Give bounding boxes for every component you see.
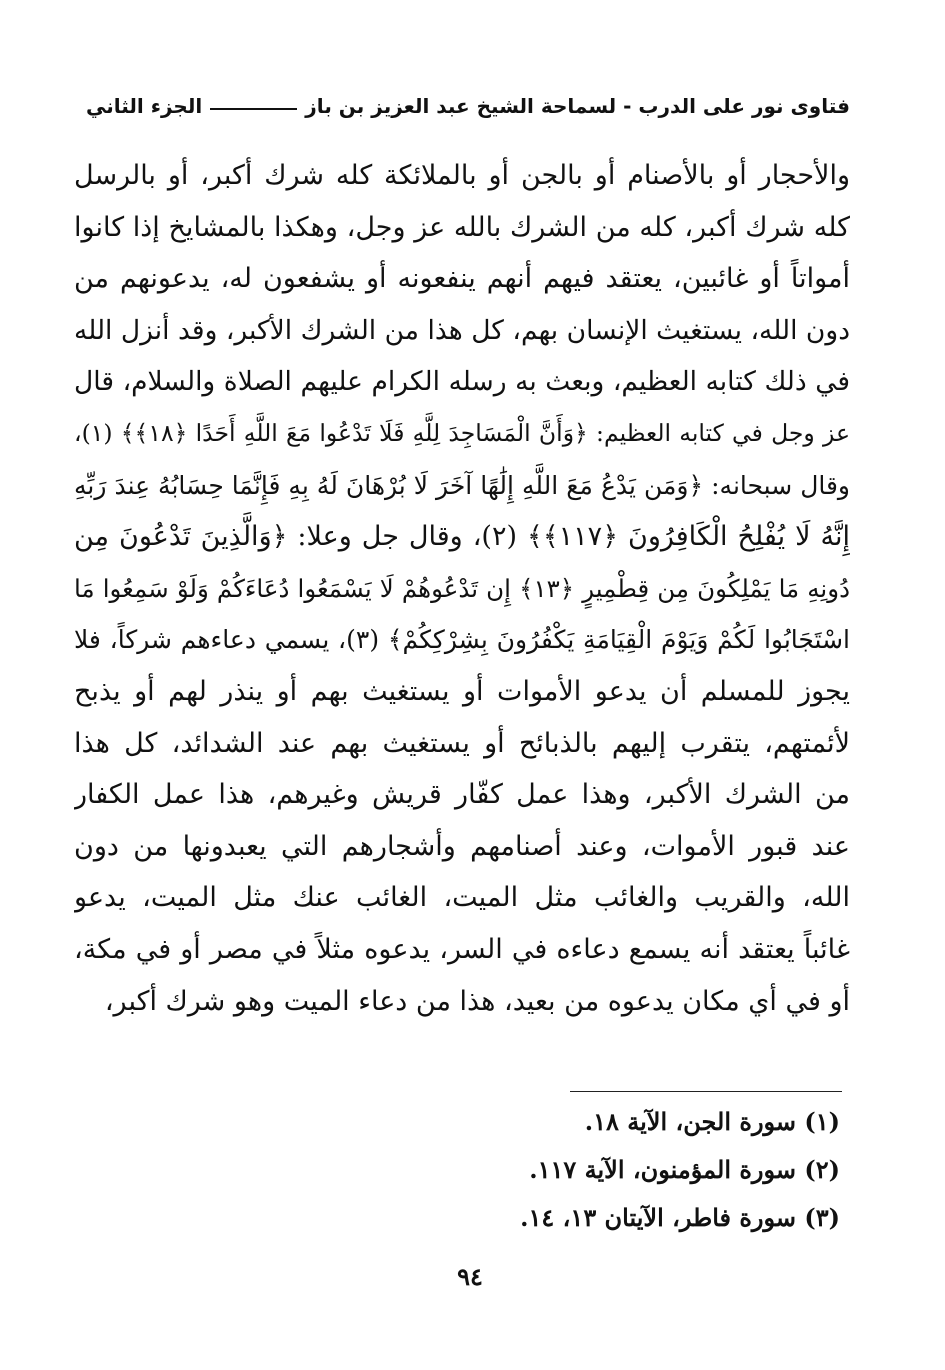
text-line: عند قبور الأموات، وعند أصنامهم وأشجارهم التي يعبدونها من دون bbox=[74, 830, 850, 862]
header-rule bbox=[210, 108, 297, 110]
text-line: من الشرك الأكبر، وهذا عمل كفّار قريش وغيرهم، هذا عمل الكفار bbox=[74, 779, 850, 811]
text-line: دون الله، يستغيث الإنسان بهم، كل هذا من الشرك الأكبر، وقد أنزل الله bbox=[74, 314, 850, 346]
text-line-quran: اسْتَجَابُوا لَكُمْ وَيَوْمَ الْقِيَامَةِ يَكْفُرُونَ بِشِرْكِكُمْ﴾ (٣)، يسمي دعاءهم شركاً، فلا bbox=[74, 625, 850, 655]
text-line: غائباً يعتقد أنه يسمع دعاءه في السر، يدعوه مثلاً في مصر أو في مكة، bbox=[74, 933, 850, 965]
text-line-quran: دُونِهِ مَا يَمْلِكُونَ مِن قِطْمِيرٍ ﴿١٣﴾ إِن تَدْعُوهُمْ لَا يَسْمَعُوا دُعَاءَكُمْ وَلَوْ سَمِعُوا مَا bbox=[74, 573, 850, 603]
text-line-quran: إِنَّهُ لَا يُفْلِحُ الْكَافِرُونَ ﴿١١٧﴾﴾ (٢)، وقال جل وعلا: ﴿وَالَّذِينَ تَدْعُونَ مِن bbox=[74, 521, 850, 553]
text-line: لأئمتهم، يتقرب إليهم بالذبائح أو يستغيث بهم عند الشدائد، كل هذا bbox=[74, 727, 850, 759]
text-line: يجوز للمسلم أن يدعو الأموات أو يستغيث بهم أو ينذر لهم أو يذبح bbox=[74, 675, 850, 707]
text-line-quran: عز وجل في كتابه العظيم: ﴿وَأَنَّ الْمَسَاجِدَ لِلَّهِ فَلَا تَدْعُوا مَعَ اللَّهِ أَحَدًا ﴿١٨﴾﴾ (١)، bbox=[74, 418, 850, 447]
page-number: ٩٤ bbox=[457, 1262, 483, 1291]
text-line-quran: وقال سبحانه: ﴿وَمَن يَدْعُ مَعَ اللَّهِ إِلَٰهًا آخَرَ لَا بُرْهَانَ لَهُ بِهِ فَإِنَّمَا حِسَابُهُ عِندَ رَبِّهِ bbox=[74, 470, 850, 500]
text-line: أو في أي مكان يدعوه من بعيد، هذا من دعاء الميت وهو شرك أكبر، bbox=[104, 985, 850, 1017]
text-line: كله شرك أكبر، كله من الشرك بالله عز وجل، وهكذا بالمشايخ إذا كانوا bbox=[74, 211, 850, 243]
text-line: أمواتاً أو غائبين، يعتقد فيهم أنهم ينفعونه أو يشفعون له، يدعونهم من bbox=[74, 263, 850, 295]
text-line: والأحجار أو بالأصنام أو بالجن أو بالملائكة كله شرك أكبر، أو بالرسل bbox=[74, 160, 850, 191]
footnote-2: (٢) سورة المؤمنون، الآية ١١٧. bbox=[529, 1155, 840, 1184]
footnotes bbox=[300, 1098, 840, 1242]
text-line: في ذلك كتابه العظيم، وبعث به رسله الكرام عليهم الصلاة والسلام، قال bbox=[74, 366, 850, 398]
part-label: الجزء الثاني bbox=[86, 94, 203, 118]
book-title: فتاوى نور على الدرب - لسماحة الشيخ عبد العزيز بن باز bbox=[305, 94, 850, 118]
main-text bbox=[74, 150, 850, 1027]
footnote-3: (٣) سورة فاطر، الآيتان ١٣، ١٤. bbox=[520, 1203, 840, 1232]
footnote-separator bbox=[570, 1091, 842, 1092]
text-line: الله، والقريب والغائب مثل الميت، الغائب عنك مثل الميت، يدعو bbox=[74, 882, 850, 914]
footnote-1: (١) سورة الجن، الآية ١٨. bbox=[584, 1107, 840, 1136]
running-header bbox=[86, 86, 850, 126]
